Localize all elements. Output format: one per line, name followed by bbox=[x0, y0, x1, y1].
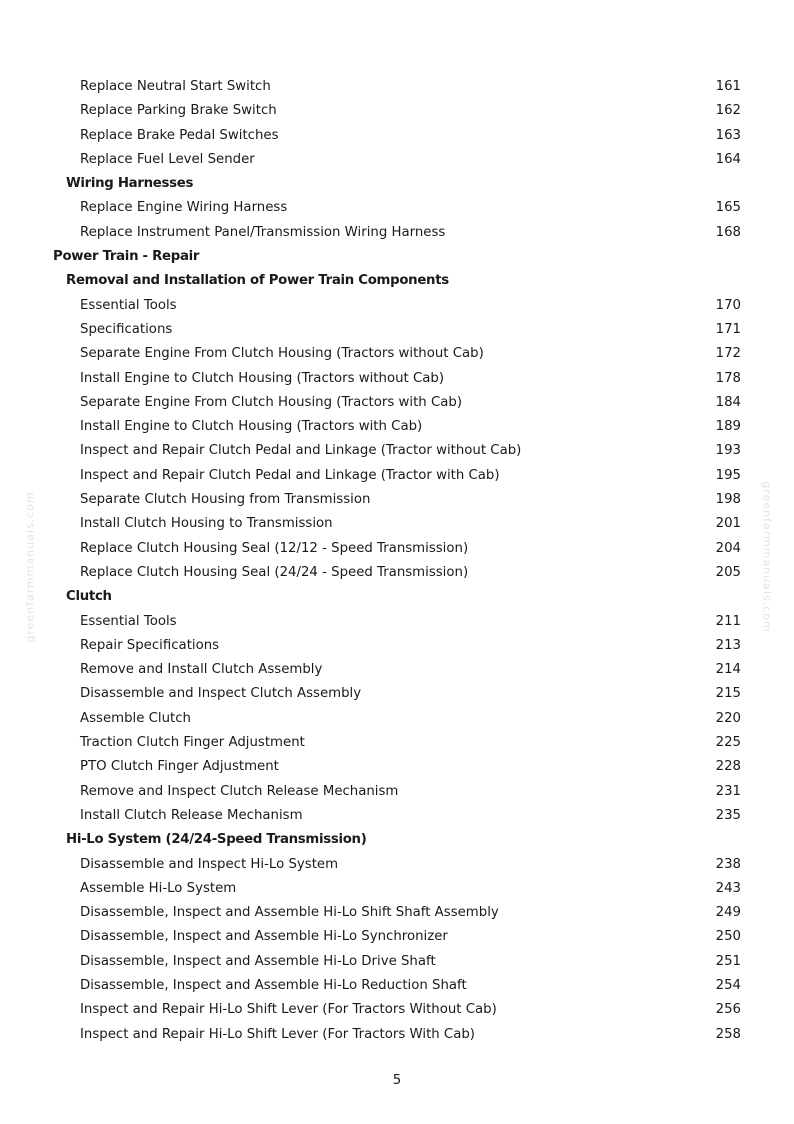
toc-entry[interactable] bbox=[0, 99, 794, 123]
toc-entry-page: 250 bbox=[715, 929, 741, 945]
toc-entry-page: 165 bbox=[715, 200, 741, 216]
toc-entry-title: Essential Tools bbox=[80, 613, 177, 629]
toc-entry-title: Replace Instrument Panel/Transmission Wiring Harness bbox=[80, 224, 446, 240]
toc-entry-page: 220 bbox=[715, 710, 741, 726]
toc-entry[interactable] bbox=[0, 950, 794, 974]
toc-entry-title: Replace Clutch Housing Seal (12/12 - Speed Transmission) bbox=[80, 540, 469, 556]
toc-entry[interactable] bbox=[0, 634, 794, 658]
toc-entry[interactable] bbox=[0, 658, 794, 682]
toc-entry[interactable] bbox=[0, 561, 794, 585]
toc-entry[interactable] bbox=[0, 318, 794, 342]
toc-entry-title: Disassemble, Inspect and Assemble Hi-Lo Drive Shaft bbox=[80, 953, 436, 969]
toc-entry-title: Inspect and Repair Clutch Pedal and Linkage (Tractor with Cab) bbox=[80, 467, 500, 483]
toc-entry-page: 256 bbox=[715, 1002, 741, 1018]
toc-entry-title: Remove and Install Clutch Assembly bbox=[80, 662, 323, 678]
toc-entry-page: 213 bbox=[715, 637, 741, 653]
toc-entry-page: 215 bbox=[715, 686, 741, 702]
toc-entry[interactable] bbox=[0, 294, 794, 318]
toc-entry[interactable] bbox=[0, 342, 794, 366]
toc-entry-page: 195 bbox=[715, 467, 741, 483]
toc-entry-page: 251 bbox=[715, 953, 741, 969]
toc-entry-title: Traction Clutch Finger Adjustment bbox=[80, 735, 305, 751]
toc-entry-title: Separate Clutch Housing from Transmission bbox=[80, 492, 371, 508]
toc-entry[interactable] bbox=[0, 196, 794, 220]
toc-entry[interactable] bbox=[0, 1023, 794, 1047]
toc-entry-title: Clutch bbox=[66, 589, 112, 605]
toc-entry-title: Inspect and Repair Hi-Lo Shift Lever (For Tractors Without Cab) bbox=[80, 1002, 497, 1018]
toc-entry[interactable] bbox=[0, 75, 794, 99]
table-of-contents bbox=[0, 75, 794, 1047]
toc-entry-title: Remove and Inspect Clutch Release Mechanism bbox=[80, 783, 399, 799]
toc-entry-title: Disassemble and Inspect Clutch Assembly bbox=[80, 686, 362, 702]
toc-entry-title: Disassemble, Inspect and Assemble Hi-Lo Reduction Shaft bbox=[80, 977, 467, 993]
watermark-left: greenfarmmanuals.com bbox=[23, 491, 37, 643]
toc-entry[interactable] bbox=[0, 610, 794, 634]
toc-entry-title: Disassemble, Inspect and Assemble Hi-Lo Shift Shaft Assembly bbox=[80, 905, 499, 921]
toc-entry-page: 170 bbox=[715, 297, 741, 313]
toc-entry-page: 254 bbox=[715, 977, 741, 993]
toc-section-heading[interactable] bbox=[0, 269, 794, 293]
toc-section-heading[interactable] bbox=[0, 828, 794, 852]
toc-entry-title: Wiring Harnesses bbox=[66, 176, 194, 192]
toc-section-heading[interactable] bbox=[0, 585, 794, 609]
page-number: 5 bbox=[392, 1073, 402, 1088]
toc-entry[interactable] bbox=[0, 974, 794, 998]
toc-entry-title: Hi-Lo System (24/24-Speed Transmission) bbox=[66, 832, 367, 848]
toc-entry-page: 163 bbox=[715, 127, 741, 143]
toc-entry-page: 205 bbox=[715, 564, 741, 580]
toc-entry-title: Separate Engine From Clutch Housing (Tractors without Cab) bbox=[80, 346, 484, 362]
toc-entry-page: 204 bbox=[715, 540, 741, 556]
toc-entry-page: 184 bbox=[715, 394, 741, 410]
toc-entry-page: 178 bbox=[715, 370, 741, 386]
toc-entry[interactable] bbox=[0, 512, 794, 536]
toc-entry-page: 164 bbox=[715, 151, 741, 167]
toc-entry-title: Replace Brake Pedal Switches bbox=[80, 127, 279, 143]
toc-entry-page: 228 bbox=[715, 759, 741, 775]
toc-entry-page: 238 bbox=[715, 856, 741, 872]
toc-entry[interactable] bbox=[0, 367, 794, 391]
toc-entry[interactable] bbox=[0, 877, 794, 901]
toc-entry[interactable] bbox=[0, 124, 794, 148]
toc-chapter-heading[interactable] bbox=[0, 245, 794, 269]
toc-entry-title: Replace Fuel Level Sender bbox=[80, 151, 255, 167]
toc-entry-title: PTO Clutch Finger Adjustment bbox=[80, 759, 279, 775]
toc-entry-page: 189 bbox=[715, 419, 741, 435]
toc-entry-page: 235 bbox=[715, 807, 741, 823]
toc-entry-title: Install Clutch Housing to Transmission bbox=[80, 516, 333, 532]
toc-entry-page: 214 bbox=[715, 662, 741, 678]
toc-entry[interactable] bbox=[0, 415, 794, 439]
toc-entry[interactable] bbox=[0, 439, 794, 463]
toc-entry[interactable] bbox=[0, 853, 794, 877]
toc-entry[interactable] bbox=[0, 731, 794, 755]
toc-entry-page: 171 bbox=[715, 321, 741, 337]
toc-entry-title: Separate Engine From Clutch Housing (Tractors with Cab) bbox=[80, 394, 463, 410]
toc-entry-page: 249 bbox=[715, 905, 741, 921]
toc-entry-page: 258 bbox=[715, 1026, 741, 1042]
toc-entry-title: Install Engine to Clutch Housing (Tractors with Cab) bbox=[80, 419, 423, 435]
toc-entry-title: Inspect and Repair Hi-Lo Shift Lever (For Tractors With Cab) bbox=[80, 1026, 475, 1042]
toc-entry-title: Install Engine to Clutch Housing (Tractors without Cab) bbox=[80, 370, 445, 386]
toc-entry-page: 172 bbox=[715, 346, 741, 362]
toc-section-heading[interactable] bbox=[0, 172, 794, 196]
toc-entry-page: 211 bbox=[715, 613, 741, 629]
toc-entry-page: 201 bbox=[715, 516, 741, 532]
toc-entry-page: 168 bbox=[715, 224, 741, 240]
toc-entry[interactable] bbox=[0, 901, 794, 925]
toc-entry-title: Specifications bbox=[80, 321, 173, 337]
toc-entry[interactable] bbox=[0, 221, 794, 245]
toc-entry-page: 193 bbox=[715, 443, 741, 459]
toc-entry[interactable] bbox=[0, 464, 794, 488]
toc-entry[interactable] bbox=[0, 998, 794, 1022]
toc-entry[interactable] bbox=[0, 707, 794, 731]
toc-entry[interactable] bbox=[0, 925, 794, 949]
toc-entry[interactable] bbox=[0, 148, 794, 172]
toc-entry-title: Power Train - Repair bbox=[53, 249, 200, 265]
toc-entry[interactable] bbox=[0, 804, 794, 828]
toc-entry-page: 225 bbox=[715, 735, 741, 751]
toc-entry-title: Repair Specifications bbox=[80, 637, 220, 653]
toc-entry-title: Install Clutch Release Mechanism bbox=[80, 807, 303, 823]
toc-entry[interactable] bbox=[0, 537, 794, 561]
toc-entry[interactable] bbox=[0, 682, 794, 706]
toc-entry-page: 231 bbox=[715, 783, 741, 799]
toc-entry-title: Removal and Installation of Power Train Components bbox=[66, 273, 449, 289]
toc-entry-title: Disassemble, Inspect and Assemble Hi-Lo Synchronizer bbox=[80, 929, 448, 945]
watermark-right: greenfarmmanuals.com bbox=[760, 481, 774, 633]
toc-entry[interactable] bbox=[0, 391, 794, 415]
toc-entry-page: 198 bbox=[715, 492, 741, 508]
toc-entry-page: 243 bbox=[715, 880, 741, 896]
toc-entry-title: Replace Neutral Start Switch bbox=[80, 79, 271, 94]
toc-entry-title: Essential Tools bbox=[80, 297, 177, 313]
toc-entry-title: Assemble Hi-Lo System bbox=[80, 880, 237, 896]
toc-entry-title: Replace Parking Brake Switch bbox=[80, 103, 277, 119]
toc-entry[interactable] bbox=[0, 780, 794, 804]
toc-entry-page: 162 bbox=[715, 103, 741, 119]
toc-entry[interactable] bbox=[0, 755, 794, 779]
toc-entry[interactable] bbox=[0, 488, 794, 512]
toc-entry-title: Inspect and Repair Clutch Pedal and Linkage (Tractor without Cab) bbox=[80, 443, 522, 459]
toc-entry-title: Disassemble and Inspect Hi-Lo System bbox=[80, 856, 339, 872]
toc-entry-page: 161 bbox=[715, 79, 741, 94]
toc-entry-title: Assemble Clutch bbox=[80, 710, 191, 726]
toc-entry-title: Replace Engine Wiring Harness bbox=[80, 200, 288, 216]
toc-entry-title: Replace Clutch Housing Seal (24/24 - Speed Transmission) bbox=[80, 564, 469, 580]
